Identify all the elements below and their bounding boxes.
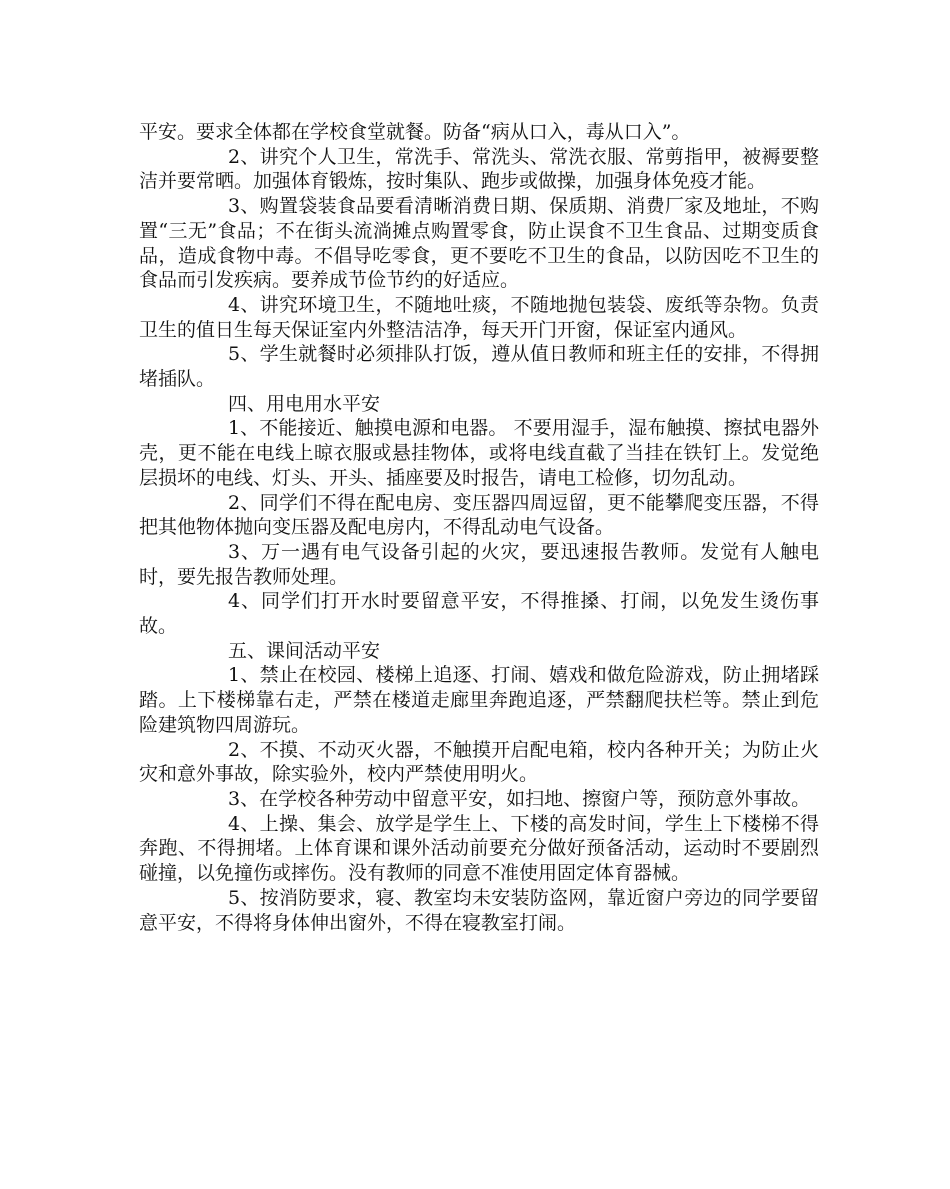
paragraph-electricity-2: 2、同学们不得在配电房、变压器四周逗留，更不能攀爬变压器，不得把其他物体抛向变压器及配电房内，不得乱动电气设备。 bbox=[139, 491, 819, 539]
paragraph-hygiene-5: 5、学生就餐时必须排队打饭，遵从值日教师和班主任的安排，不得拥堵插队。 bbox=[139, 343, 819, 391]
paragraph-electricity-3: 3、万一遇有电气设备引起的火灾，要迅速报告教师。发觉有人触电时，要先报告教师处理。 bbox=[139, 540, 819, 588]
paragraph-recess-5: 5、按消防要求，寝、教室均未安装防盗网，靠近窗户旁边的同学要留意平安，不得将身体伸出窗外，不得在寝教室打闹。 bbox=[139, 886, 819, 934]
section-heading-electricity: 四、用电用水平安 bbox=[228, 392, 381, 415]
paragraph-recess-1: 1、禁止在校园、楼梯上追逐、打闹、嬉戏和做危险游戏，防止拥堵踩踏。上下楼梯靠右走，严禁在楼道走廊里奔跑追逐，严禁翻爬扶栏等。禁止到危险建筑物四周游玩。 bbox=[139, 664, 819, 736]
paragraph-recess-4: 4、上操、集会、放学是学生上、下楼的高发时间，学生上下楼梯不得奔跑、不得拥堵。上体育课和课外活动前要充分做好预备活动，运动时不要剧烈碰撞，以免撞伤或摔伤。没有教师的同意不准使用固定体育器械。 bbox=[139, 812, 819, 885]
document-body bbox=[139, 120, 819, 935]
paragraph-hygiene-4: 4、讲究环境卫生，不随地吐痰，不随地抛包装袋、废纸等杂物。负责卫生的值日生每天保证室内外整洁洁净，每天开门开窗，保证室内通风。 bbox=[139, 293, 819, 341]
paragraph-recess-3: 3、在学校各种劳动中留意平安，如扫地、擦窗户等，预防意外事故。 bbox=[228, 787, 811, 810]
paragraph-electricity-1: 1、不能接近、触摸电源和电器。 不要用湿手，湿布触摸、擦拭电器外壳，更不能在电线上晾衣服或悬挂物体，或将电线直截了当挂在铁钉上。发觉绝层损坏的电线、灯头、开头、插座要及时报告，请电工检修，切勿乱动。 bbox=[139, 417, 819, 489]
section-heading-recess: 五、课间活动平安 bbox=[228, 639, 381, 662]
paragraph-continuation: 平安。要求全体都在学校食堂就餐。防备“病从口入，毒从口入”。 bbox=[139, 121, 691, 143]
paragraph-hygiene-3: 3、购置袋装食品要看清晰消费日期、保质期、消费厂家及地址，不购置“三无”食品；不在街头流淌摊点购置零食，防止误食不卫生食品、过期变质食品，造成食物中毒。不倡导吃零食，更不要吃不卫生的食品，以防因吃不卫生的食品而引发疾病。要养成节俭节约的好适应。 bbox=[139, 195, 819, 292]
paragraph-electricity-4: 4、同学们打开水时要留意平安，不得推搡、打闹，以免发生烫伤事故。 bbox=[139, 590, 819, 638]
paragraph-hygiene-2: 2、讲究个人卫生，常洗手、常洗头、常洗衣服、常剪指甲，被褥要整洁并要常晒。加强体育锻炼，按时集队、跑步或做操，加强身体免疫才能。 bbox=[139, 145, 819, 193]
paragraph-recess-2: 2、不摸、不动灭火器，不触摸开启配电箱，校内各种开关；为防止火灾和意外事故，除实验外，校内严禁使用明火。 bbox=[139, 738, 819, 786]
